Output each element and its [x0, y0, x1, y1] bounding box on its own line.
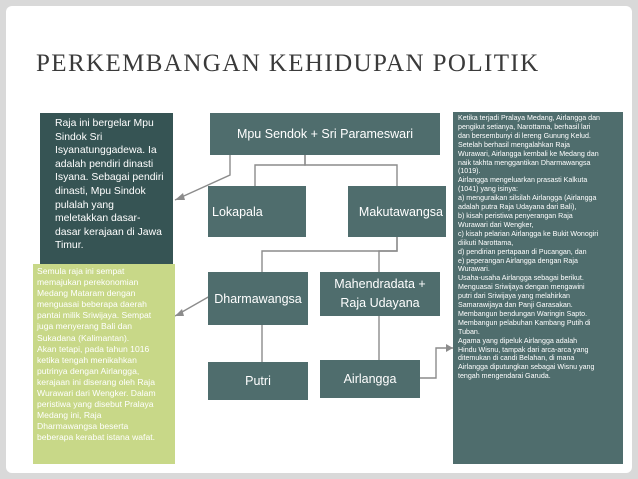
note-line: beberapa kerabat istana wafat.	[37, 432, 156, 443]
node-label-line1: Mahendradata +	[334, 277, 426, 291]
node-label-line2: Raja Udayana	[340, 296, 420, 310]
note-line: putrinya dengan Airlangga,	[37, 365, 140, 376]
note-line: putri dari Sriwijaya yang melahirkan	[458, 292, 570, 301]
note-line: Membangun pelabuhan Kambang Putih di	[458, 318, 591, 327]
note-line: Dharmawangsa beserta	[37, 421, 129, 432]
note-line: c) kisah pelarian Airlangga ke Bukit Wonogiri	[458, 229, 599, 238]
note-line: Samarawijaya dan Panji Garasakan.	[458, 301, 573, 310]
arrowhead-dharmawangsa-note	[175, 309, 184, 316]
note-line: dan bersembunyi di lereng Gunung Kelud.	[458, 131, 591, 140]
note-line: e) peperangan Airlangga dengan Raja	[458, 256, 578, 265]
connector-makutawangsa-dharmawangsa	[262, 237, 397, 272]
note-line: (1019).	[458, 167, 481, 176]
note-line: Hindu Wisnu, tampak dari arca-arca yang	[458, 345, 589, 354]
note-line: (1041) yang isinya:	[458, 185, 518, 194]
note-line: Agama yang dipeluk Airlangga adalah	[458, 336, 578, 345]
note-line: dinasti, Mpu Sindok	[55, 185, 146, 197]
node-label: Lokapala	[212, 204, 263, 219]
connector-mpu-lokapala	[255, 155, 305, 186]
connector-mpu-makutawangsa	[305, 155, 397, 186]
node-mahendradata	[320, 272, 440, 316]
note-line: Setelah berhasil mengalahkan Raja	[458, 140, 570, 149]
note-line: Timur.	[55, 240, 84, 252]
note-line: kerajaan ini diserang oleh Raja	[37, 376, 156, 387]
note-line: Airlangga diputungkan sebagai Wisnu yang	[458, 363, 595, 372]
note-line: naik takhta menggantikan Dharmawangsa	[458, 158, 591, 167]
page-title: PERKEMBANGAN KEHIDUPAN POLITIK	[36, 50, 540, 77]
arrowhead-mpu-note	[175, 193, 185, 200]
node-putri	[208, 362, 308, 400]
note-line: tengah mengendarai Garuda.	[458, 372, 551, 381]
note-line: Raja ini bergelar Mpu	[55, 118, 154, 129]
note-line: Usaha-usaha Airlangga sebagai berikut.	[458, 274, 584, 283]
node-label: Dharmawangsa	[214, 291, 302, 306]
note-line: Isyanatunggadewa. Ia	[55, 145, 157, 157]
note-line: pulalah yang	[55, 199, 114, 211]
note-line: d) pendirian pertapaan di Pucangan, dan	[458, 247, 587, 256]
note-mpu-sindok	[40, 113, 173, 265]
node-label: Makutawangsa	[358, 204, 443, 219]
node-dharmawangsa	[208, 272, 308, 325]
note-line: menguasai beberapa daerah	[37, 299, 147, 310]
arrowhead-airlangga-note	[446, 344, 453, 352]
note-line: diikuti Narottama,	[458, 238, 514, 247]
note-line: b) kisah peristiwa penyerangan Raja	[458, 211, 573, 220]
node-airlangga	[320, 360, 420, 398]
node-lokapala	[208, 186, 306, 237]
note-line: peristiwa yang disebut Pralaya	[37, 399, 154, 410]
node-mpu-sendok	[210, 113, 440, 155]
note-line: Sukadana (Kalimantan).	[37, 332, 130, 343]
note-dharmawangsa	[33, 264, 175, 464]
note-line: Wurawari, Airlangga kembali ke Medang dan	[458, 149, 599, 158]
note-line: a) menguraikan silsilah Airlangga (Airlangga	[458, 194, 597, 203]
note-line: Semula raja ini sempat	[37, 266, 125, 276]
node-label: Putri	[245, 374, 271, 388]
note-line: Wurawari dari Wengker,	[458, 220, 534, 229]
note-line: pengikut setianya, Narottama, berhasil lari	[458, 122, 591, 131]
note-line: Akan tetapi, pada tahun 1016	[37, 343, 150, 354]
note-line: adalah putra Raja Udayana dari Bali),	[458, 203, 577, 212]
note-line: juga menyerang Bali dan	[37, 321, 133, 332]
note-line: Ketika terjadi Pralaya Medang, Airlangga dan	[458, 114, 600, 122]
pointer-airlangga-note	[420, 348, 453, 378]
note-line: pantai milik Sriwijaya. Sempat	[37, 310, 152, 321]
note-airlangga	[453, 112, 623, 464]
note-line: Sindok Sri	[55, 131, 103, 143]
note-line: Medang ini, Raja	[37, 410, 102, 421]
note-line: adalah pendiri dinasti	[55, 158, 154, 170]
node-label: Airlangga	[343, 372, 397, 386]
node-makutawangsa	[348, 186, 446, 237]
note-line: ditemukan di candi Belahan, di mana	[458, 354, 575, 363]
note-line: Menguasai Sriwijaya dengan mengawini	[458, 283, 585, 292]
note-line: Wurawari dari Wengker. Dalam	[37, 388, 156, 399]
note-line: Tuban.	[458, 327, 480, 336]
note-line: Wurawari.	[458, 265, 490, 274]
note-line: dasar kerajaan di Jawa	[55, 226, 162, 238]
connector-makutawangsa-mahendradata	[379, 237, 397, 272]
node-label: Mpu Sendok + Sri Parameswari	[236, 127, 414, 141]
note-line: Isyana. Sebagai pendiri	[55, 172, 164, 184]
note-line: ketika tengah menikahkan	[37, 354, 137, 365]
note-line: memajukan perekonomian	[37, 277, 139, 288]
note-line: Medang Mataram dengan	[37, 288, 136, 299]
note-line: Airlangga mengeluarkan prasasti Kalkuta	[458, 176, 588, 185]
note-line: meletakkan dasar-	[55, 213, 141, 225]
note-line: Membangun bendungan Waringin Sapto.	[458, 309, 588, 318]
